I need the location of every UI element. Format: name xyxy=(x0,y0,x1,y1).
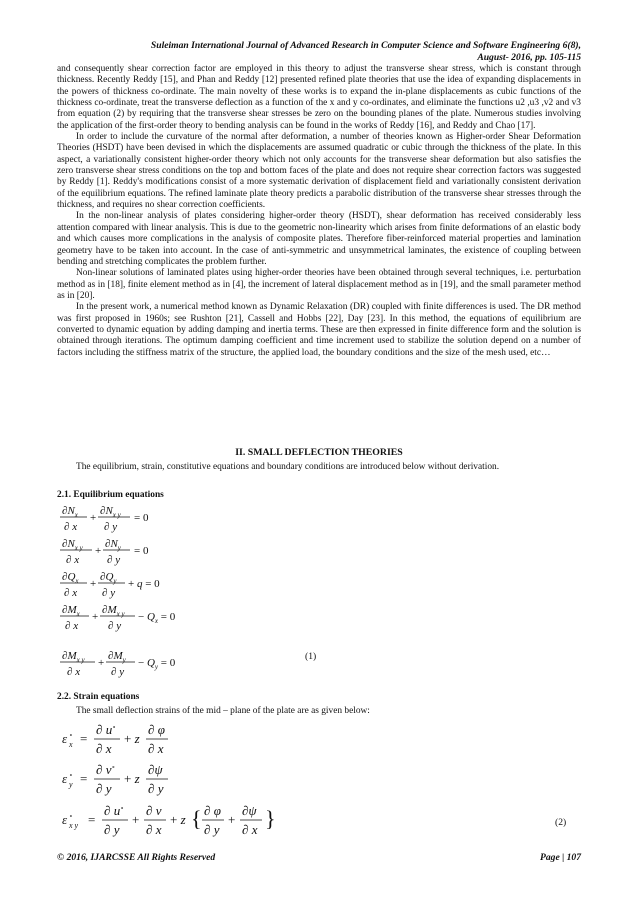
svg-text:∘: ∘ xyxy=(69,814,73,820)
section-intro: The equilibrium, strain, constitutive equations and boundary conditions are introduced below without derivation. xyxy=(76,462,500,472)
footer-page-number: Page | 107 xyxy=(539,852,581,863)
svg-text:∂Qx: $\partial Q_x$ xyxy=(62,571,79,585)
svg-text:∂Ny: $\partial N_y$ xyxy=(105,538,121,552)
header-journal-line: Suleiman International Journal of Advanced Research in Computer Science and Software Engineering 6(8), xyxy=(150,40,581,51)
svg-text:∂ y: ∂ y xyxy=(104,521,118,533)
svg-text:∂ v∘: ∂ v∘ xyxy=(96,762,116,777)
equation-number-2: (2) xyxy=(555,817,567,828)
svg-text:=: = xyxy=(80,731,88,746)
svg-text:− Qy = 0: − $Q_y = 0$ xyxy=(138,657,176,671)
running-header xyxy=(41,40,581,64)
svg-text:∂ y: ∂ y xyxy=(108,620,122,632)
svg-text:∂ y: ∂ y xyxy=(204,822,220,837)
strain-heading: 2.2. Strain equations xyxy=(57,692,140,702)
svg-text:+: + xyxy=(90,512,97,524)
svg-text:y: y xyxy=(69,780,73,789)
svg-text:∂Nx y: $\partial N_{x y}$ xyxy=(62,538,83,552)
svg-text:=: = xyxy=(80,771,88,786)
svg-text:∂ x: ∂ x xyxy=(66,554,80,566)
svg-text:∂My: $\partial M_y$ xyxy=(108,650,126,664)
svg-text:+ z: + z xyxy=(124,771,140,786)
svg-text:+: + xyxy=(228,812,236,827)
strain-equations xyxy=(62,716,322,841)
svg-text:∂ u∘: ∂ u∘ xyxy=(96,722,116,737)
svg-text:∂ x: ∂ x xyxy=(96,741,112,756)
svg-text:∂ψ: ∂ψ xyxy=(242,803,257,818)
svg-text:− Qx = 0: − $Q_x = 0$ xyxy=(138,611,176,625)
svg-text:ε: ε xyxy=(62,812,68,827)
svg-text:∂Nx: $\partial N_x$ xyxy=(62,505,78,519)
svg-text:∂Qy: $\partial Q_y$ xyxy=(100,571,117,585)
svg-text:x: x xyxy=(69,740,73,749)
svg-text:+ q = 0: + q = 0 xyxy=(128,578,160,590)
svg-text:+: + xyxy=(132,812,140,827)
header-issue-line: August- 2016, pp. 105-115 xyxy=(477,52,581,63)
svg-text:∂ v: ∂ v xyxy=(146,803,162,818)
svg-text:∂ y: ∂ y xyxy=(107,554,121,566)
svg-text:∂ x: ∂ x xyxy=(146,822,162,837)
svg-text:∂ y: ∂ y xyxy=(102,587,116,599)
svg-text:=: = xyxy=(88,812,96,827)
svg-text:∂Nx y: $\partial N_{x y}$ xyxy=(100,505,121,519)
svg-text:∂Mx y: $\partial M_{x y}$ xyxy=(102,604,125,618)
equilibrium-heading: 2.1. Equilibrium equations xyxy=(57,490,164,500)
svg-text:}: } xyxy=(265,806,276,831)
paragraph: In order to include the curvature of the normal after deformation, a number of theories known as Higher-order Shear Deformation Theories (HSDT) have been devised in which the displacements are assumed quadratic or cubic through the thickness of the plate. In this aspect, a variationally consistent higher-order theory which not only accounts for the transverse shear deformation but also satisfies the zero transverse shear stress conditions on the top and bottom faces of the plate and does not require shear correction factors was suggested by Reddy [1]. Reddy's modifications consist of a more systematic derivation of displacement field and variationally consistent derivation of the equilibrium equations. The refined laminate plate theory predicts a parabolic distribution of the transverse shear stresses through the thickness, and requires no shear correction coefficients. xyxy=(57,132,581,211)
svg-text:∂ y: ∂ y xyxy=(96,781,112,796)
svg-text:∂ y: ∂ y xyxy=(148,781,164,796)
section-title: II. SMALL DEFLECTION THEORIES xyxy=(235,447,403,458)
svg-text:+: + xyxy=(98,657,105,669)
svg-text:∂ φ: ∂ φ xyxy=(204,803,221,818)
svg-text:+: + xyxy=(95,545,102,557)
footer-copyright: © 2016, IJARCSSE All Rights Reserved xyxy=(57,852,216,863)
svg-text:∂Mx: $\partial M_x$ xyxy=(62,604,80,618)
svg-text:∂ y: ∂ y xyxy=(104,822,120,837)
svg-text:∘: ∘ xyxy=(69,733,73,739)
svg-text:∂ φ: ∂ φ xyxy=(148,722,165,737)
paragraph: In the present work, a numerical method known as Dynamic Relaxation (DR) coupled with finite differences is used. The DR method was first proposed in 1960s; see Rushton [21], Cassell and Hobbs [22], Day [23]. In this method, the equations of equilibrium are converted to dynamic equation by adding damping and inertia terms. These are then expressed in finite difference form and the solution is obtained through iterations. The optimum damping coefficient and time increment used to stabilize the solution depend on a number of factors including the stiffness matrix of the structure, the applied load, the boundary conditions and the size of the mesh used, etc… xyxy=(57,302,581,358)
svg-text:∂ x: ∂ x xyxy=(148,741,164,756)
svg-text:∂Mx y: $\partial M_{x y}$ xyxy=(62,650,85,664)
svg-text:∂ x: ∂ x xyxy=(242,822,258,837)
equation-number-1: (1) xyxy=(305,651,317,662)
paragraph: Non-linear solutions of laminated plates using higher-order theories have been obtained through several techniques, i.e. perturbation method as in [18], finite element method as in [4], the increment of lateral displacement method as in [19], and the small parameter method as in [20]. xyxy=(57,268,581,301)
svg-text:∂ x: ∂ x xyxy=(65,620,79,632)
paragraph: In the non-linear analysis of plates considering higher-order theory (HSDT), shear deformation has received considerably less attention compared with linear analysis. This is due to the geometric non-linearity which arises from finite deformations of an elastic body and which causes more complications in the analysis of composite plates. Therefore fiber-reinforced material properties and lamination geometry have to be taken into account. In the case of anti-symmetric and unsymmetrical laminates, the existence of coupling between bending and stretching complicates the problem further. xyxy=(57,211,581,267)
svg-text:+ z: + z xyxy=(170,812,186,827)
svg-text:{: { xyxy=(191,806,202,831)
equilibrium-equations xyxy=(60,500,300,680)
svg-text:∂ψ: ∂ψ xyxy=(148,762,163,777)
svg-text:∂ x: ∂ x xyxy=(64,587,78,599)
svg-text:ε: ε xyxy=(62,731,68,746)
svg-text:∂ u∘: ∂ u∘ xyxy=(104,803,124,818)
svg-text:∂ x: ∂ x xyxy=(67,666,81,678)
svg-text:= 0: = 0 xyxy=(134,512,149,524)
svg-text:∘: ∘ xyxy=(69,773,73,779)
paragraph: and consequently shear correction factor are employed in this theory to adjust the transverse shear stress, which is constant through thickness. Recently Reddy [15], and Phan and Reddy [12] presented refined plate theories that use the idea of expanding displacements in the powers of thickness co-ordinate. The main novelty of these works is to expand the in-plane displacements as cubic functions of the thickness co-ordinate, treat the transverse deflection as a function of the x and y co-ordinates, and eliminate the functions u2 ,u3 ,v2 and v3 from equation (2) by requiring that the transverse shear stresses be zero on the bounding planes of the plate. Numerous studies involving the application of the first-order theory to bending analysis can be found in the works of Reddy [16], and Reddy and Chao [17]. xyxy=(57,64,581,131)
svg-text:x y: x y xyxy=(69,821,79,830)
svg-text:= 0: = 0 xyxy=(134,545,149,557)
body-text xyxy=(57,64,581,359)
strain-intro: The small deflection strains of the mid – plane of the plate are as given below: xyxy=(76,706,370,716)
svg-text:+ z: + z xyxy=(124,731,140,746)
svg-text:∂ y: ∂ y xyxy=(111,666,125,678)
svg-text:+: + xyxy=(90,578,97,590)
svg-text:∂ x: ∂ x xyxy=(64,521,78,533)
svg-text:ε: ε xyxy=(62,771,68,786)
svg-text:+: + xyxy=(92,611,99,623)
